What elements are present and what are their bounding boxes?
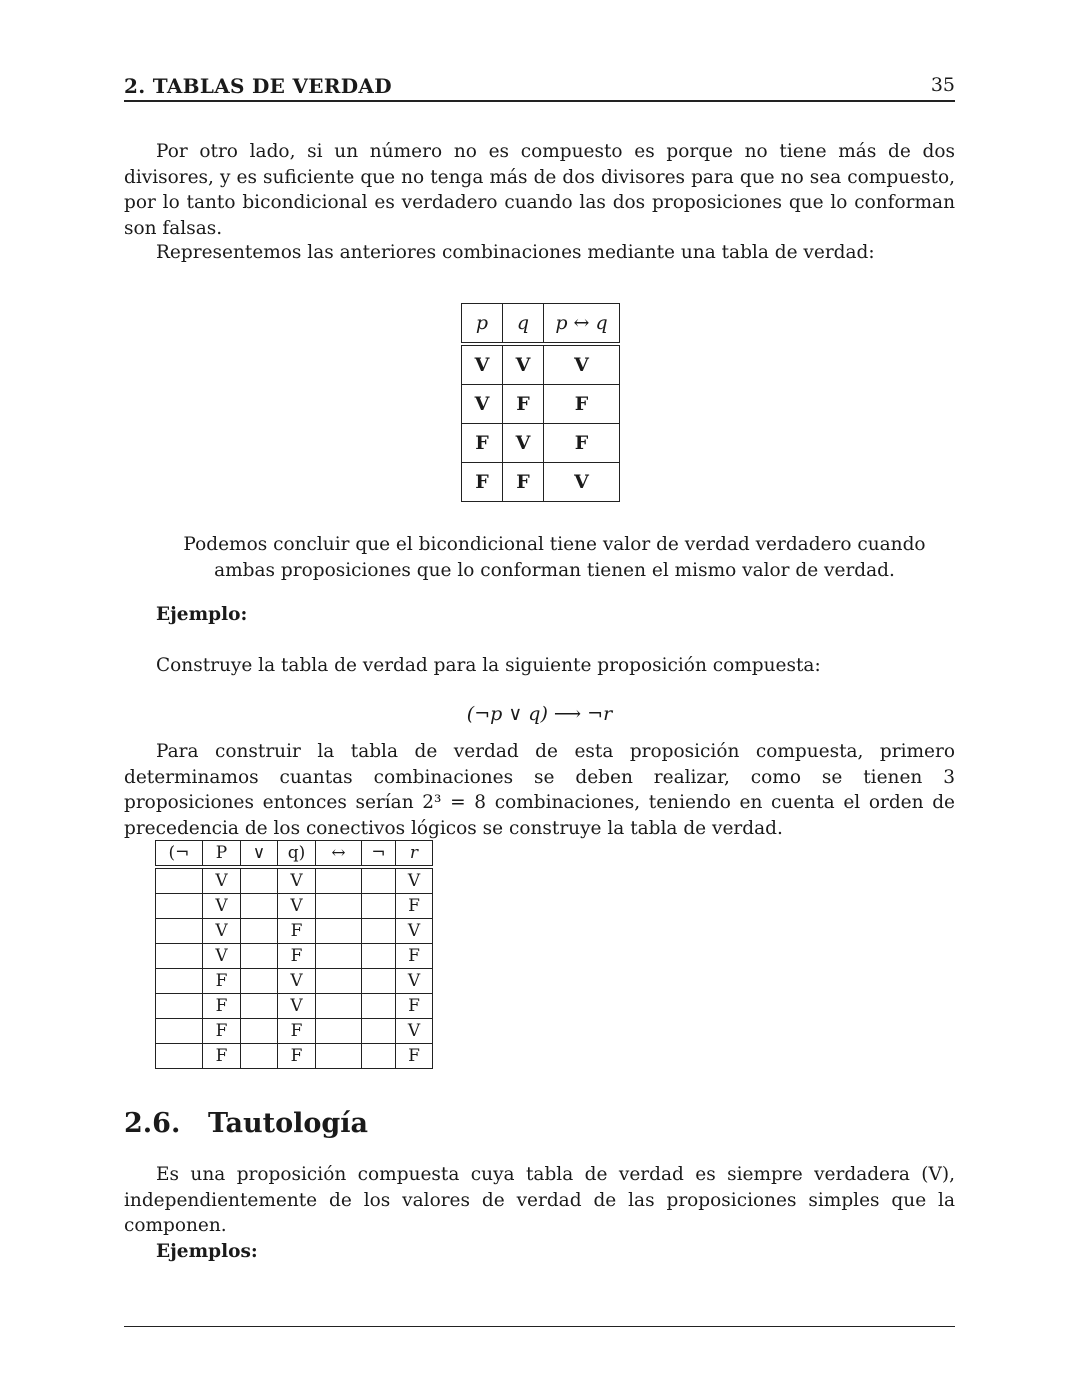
cell: V: [203, 867, 241, 894]
header-iff: ↔: [316, 841, 362, 868]
page-number: 35: [930, 74, 955, 96]
cell: [316, 919, 362, 944]
paragraph-representemos: Representemos las anteriores combinaciones mediante una tabla de verdad:: [156, 242, 875, 263]
cell: [241, 969, 278, 994]
cell: V: [462, 385, 503, 424]
table-row: [462, 463, 620, 502]
paragraph-combinaciones: Para construir la tabla de verdad de esta proposición compuesta, primero determinamos cuantas combinaciones se deben realizar, como se tienen 3 proposiciones entonces serían 2³ = 8 combinaciones, teniendo en cuenta el orden de precedencia de los conectivos lógicos se construye la tabla de verdad.: [124, 741, 955, 839]
formula: (¬p ∨ q) ⟶ ¬r: [466, 703, 613, 725]
cell: [241, 1044, 278, 1069]
cell: [156, 969, 203, 994]
cell: [362, 1019, 396, 1044]
table-row: [156, 944, 433, 969]
cell: [156, 894, 203, 919]
table-row: [462, 385, 620, 424]
cell: F: [203, 1044, 241, 1069]
header-q-close: q): [278, 841, 316, 868]
cell: [156, 944, 203, 969]
cell: [316, 994, 362, 1019]
cell: [316, 969, 362, 994]
cell: [362, 944, 396, 969]
table-row: [156, 1019, 433, 1044]
cell: [316, 1019, 362, 1044]
cell: V: [544, 463, 620, 502]
cell: [362, 1044, 396, 1069]
table-row: [156, 919, 433, 944]
cell: [156, 1044, 203, 1069]
paragraph-divisores: Por otro lado, si un número no es compuesto es porque no tiene más de dos divisores, y es suficiente que no tenga más de dos divisores para que no sea compuesto, por lo tanto bicondicional es verdadero cuando las dos proposiciones que lo conforman son falsas.: [124, 141, 955, 239]
cell: V: [462, 344, 503, 385]
cell: V: [503, 344, 544, 385]
cell: [241, 944, 278, 969]
cell: [241, 867, 278, 894]
table-row: [156, 1044, 433, 1069]
cell: F: [462, 424, 503, 463]
table-row: [462, 424, 620, 463]
cell: F: [203, 1019, 241, 1044]
paragraph-conclusion: Podemos concluir que el bicondicional tiene valor de verdad verdadero cuando ambas proposiciones que lo conforman tienen el mismo valor de verdad.: [183, 534, 926, 581]
cell: V: [278, 994, 316, 1019]
cell: [362, 969, 396, 994]
cell: F: [503, 385, 544, 424]
cell: F: [278, 1044, 316, 1069]
paragraph-construye: Construye la tabla de verdad para la siguiente proposición compuesta:: [156, 655, 821, 676]
cell: V: [203, 944, 241, 969]
cell: [316, 944, 362, 969]
cell: F: [396, 894, 433, 919]
cell: F: [203, 994, 241, 1019]
examples-label: Ejemplos:: [156, 1241, 258, 1262]
cell: F: [278, 919, 316, 944]
cell: V: [544, 344, 620, 385]
header-r: r: [396, 841, 433, 868]
cell: [362, 994, 396, 1019]
cell: [362, 894, 396, 919]
cell: V: [278, 867, 316, 894]
header-p: p: [462, 304, 503, 345]
header-p-iff-q: p ↔ q: [544, 304, 620, 345]
cell: [156, 867, 203, 894]
table-row: [462, 344, 620, 385]
cell: F: [544, 424, 620, 463]
cell: [362, 867, 396, 894]
cell: [241, 894, 278, 919]
cell: [156, 1019, 203, 1044]
cell: [156, 994, 203, 1019]
page: [124, 0, 955, 1397]
header-title: 2. TABLAS DE VERDAD: [124, 74, 392, 98]
header-not-open: (¬: [156, 841, 203, 868]
cell: F: [462, 463, 503, 502]
cell: F: [503, 463, 544, 502]
cell: V: [396, 1019, 433, 1044]
table-row: [156, 994, 433, 1019]
cell: F: [203, 969, 241, 994]
running-header: [124, 72, 955, 102]
cell: [316, 867, 362, 894]
cell: [241, 919, 278, 944]
cell: F: [278, 1019, 316, 1044]
cell: V: [278, 894, 316, 919]
header-P: P: [203, 841, 241, 868]
cell: V: [278, 969, 316, 994]
section-title: Tautología: [208, 1108, 369, 1139]
header-or: ∨: [241, 841, 278, 868]
cell: [316, 1044, 362, 1069]
cell: V: [503, 424, 544, 463]
cell: V: [396, 919, 433, 944]
cell: F: [396, 944, 433, 969]
truth-table-biconditional: [461, 303, 620, 502]
truth-table-compound: [155, 840, 433, 1069]
footer-rule: [124, 1326, 955, 1327]
cell: F: [396, 994, 433, 1019]
cell: V: [396, 969, 433, 994]
section-heading: [124, 1108, 368, 1139]
cell: [156, 919, 203, 944]
header-q: q: [503, 304, 544, 345]
cell: [362, 919, 396, 944]
cell: V: [203, 919, 241, 944]
cell: [241, 994, 278, 1019]
example-label: Ejemplo:: [156, 604, 248, 625]
table-row: [156, 894, 433, 919]
table-row: [156, 867, 433, 894]
header-not: ¬: [362, 841, 396, 868]
paragraph-tautologia: Es una proposición compuesta cuya tabla de verdad es siempre verdadera (V), independientemente de los valores de verdad de las proposiciones simples que la componen.: [124, 1164, 955, 1236]
cell: F: [278, 944, 316, 969]
cell: [241, 1019, 278, 1044]
cell: [316, 894, 362, 919]
cell: F: [396, 1044, 433, 1069]
cell: V: [203, 894, 241, 919]
cell: V: [396, 867, 433, 894]
cell: F: [544, 385, 620, 424]
table-row: [156, 969, 433, 994]
section-number: 2.6.: [124, 1108, 181, 1139]
